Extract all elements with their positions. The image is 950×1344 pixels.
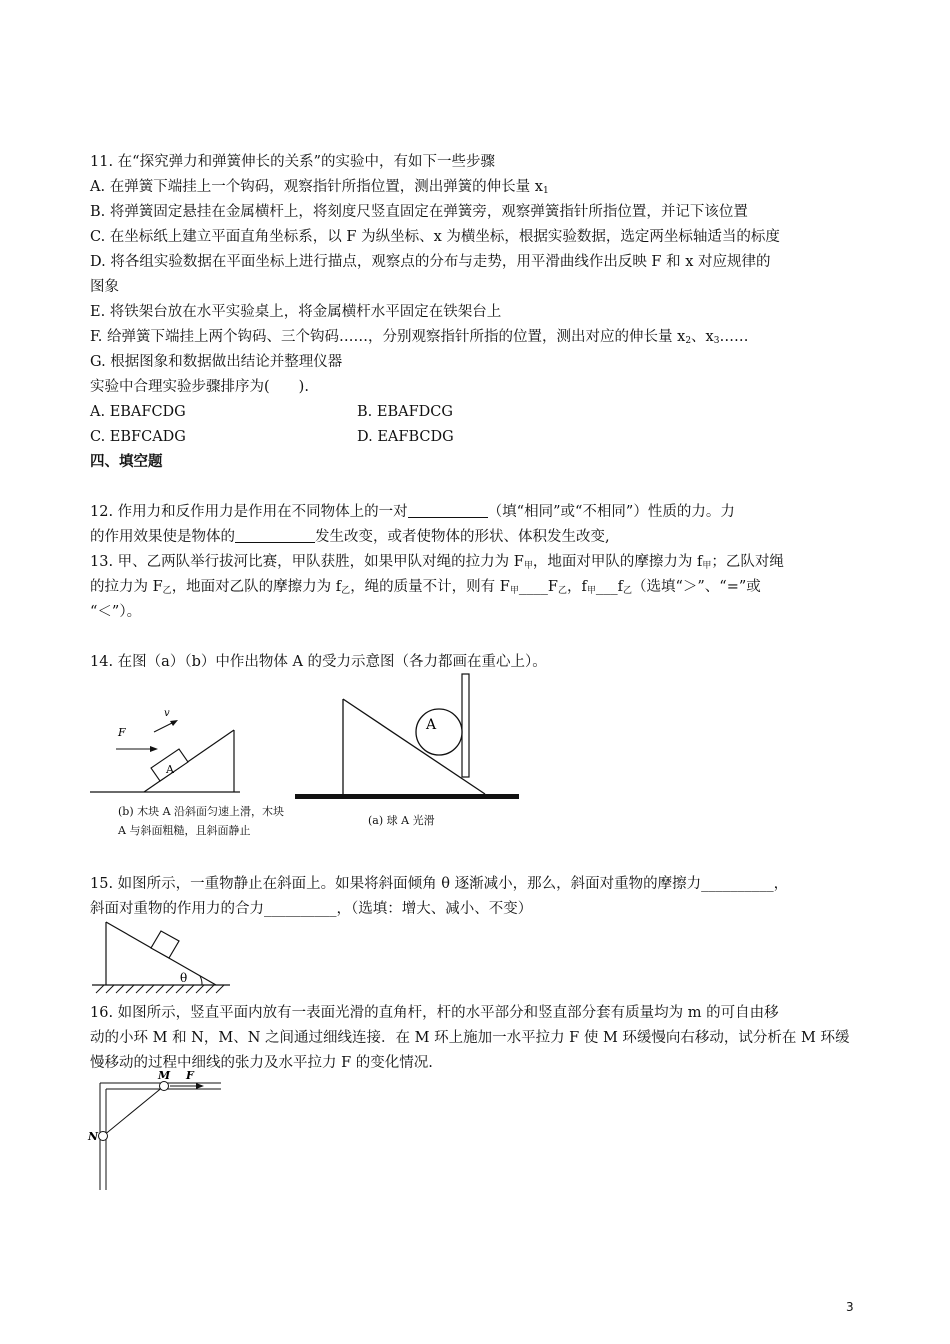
q16-line-3: 慢移动的过程中细线的张力及水平拉力 F 的变化情况. <box>90 1055 433 1071</box>
figure-16-ring-n-label: N <box>88 1130 99 1143</box>
q16-line-1: 16. 如图所示，竖直平面内放有一表面光滑的直角杆，杆的水平部分和竖直部分套有质量均为 m 的可自由移 <box>90 1005 779 1021</box>
figure-b-caption-line-1: (b) 木块 A 沿斜面匀速上滑，木块 <box>118 805 285 818</box>
figure-16-force-label: F <box>186 1069 194 1082</box>
q11-step-f: F. 给弹簧下端挂上两个钩码、三个钩码……，分别观察指针所指的位置，测出对应的伸长量 $x_2$、$x_3\dots\dots$ <box>90 329 749 346</box>
q11-title: 11. 在“探究弹力和弹簧伸长的关系”的实验中，有如下一些步骤 <box>90 154 495 170</box>
page-number: 3 <box>846 1300 854 1314</box>
figure-b-caption-line-2: A 与斜面粗糙，且斜面静止 <box>118 824 251 837</box>
q13-line-3: “＜”）。 <box>90 604 142 620</box>
q11-step-a: A. 在弹簧下端挂上一个钩码，观察指针所指位置，测出弹簧的伸长量 $x_1$ <box>90 179 549 196</box>
q11-option-b: B. EBAFDCG <box>357 404 453 420</box>
figure-a-caption: (a) 球 A 光滑 <box>368 814 435 827</box>
q15-line-2: 斜面对重物的作用力的合力__________，（选填：增大、减小、不变） <box>90 901 533 917</box>
figure-b-block-label: A <box>166 763 174 776</box>
q11-step-e: E. 将铁架台放在水平实验桌上，将金属横杆水平固定在铁架台上 <box>90 304 502 320</box>
section-heading-fill-blank: 四、填空题 <box>90 453 163 470</box>
figure-15-incline-weight <box>92 918 232 1008</box>
q13-line-2: 的拉力为 $F_乙$，地面对乙队的摩擦力为 $f_乙$，绳的质量不计，则有 $F_甲\_\_\_\_F_乙$，$f_甲\_\_\_f_乙$（选填“＞”、“=”或 <box>90 579 761 596</box>
figure-a-incline-ball-wall <box>295 668 525 808</box>
q11-option-d: D. EAFBCDG <box>357 429 454 445</box>
figure-b-velocity-label: v <box>164 708 170 719</box>
q11-option-c: C. EBFCADG <box>90 429 186 445</box>
q11-step-d-cont: 图象 <box>90 279 119 295</box>
q12-blank-2[interactable] <box>235 528 315 543</box>
q11-step-b: B. 将弹簧固定悬挂在金属横杆上，将刻度尺竖直固定在弹簧旁，观察弹簧指针所指位置，并记下该位置 <box>90 204 748 220</box>
q15-line-1: 15. 如图所示，一重物静止在斜面上。如果将斜面倾角 θ 逐渐减小，那么，斜面对重物的摩擦力__________， <box>90 876 789 892</box>
q12-line-2: 的作用效果使是物体的 发生改变，或者使物体的形状、体积发生改变, <box>90 529 610 545</box>
q16-line-2: 动的小环 M 和 N，M、N 之间通过细线连接．在 M 环上施加一水平拉力 F 使 M 环缓慢向右移动，试分析在 M 环缓 <box>90 1030 850 1046</box>
q13-line-1: 13. 甲、乙两队举行拔河比赛，甲队获胜，如果甲队对绳的拉力为 $F_甲$，地面对甲队的摩擦力为 $f_甲$；乙队对绳 <box>90 554 784 571</box>
figure-16-right-angle-rod <box>86 1068 226 1194</box>
q11-question: 实验中合理实验步骤排序为( ). <box>90 379 309 395</box>
figure-b-incline-block <box>88 700 248 800</box>
q11-option-a: A. EBAFCDG <box>90 404 186 420</box>
q14-text: 14. 在图（a）（b）中作出物体 A 的受力示意图（各力都画在重心上）。 <box>90 654 547 670</box>
figure-16-ring-m-label: M <box>158 1069 171 1082</box>
q12-blank-1[interactable] <box>408 503 488 518</box>
q12-line-1: 12. 作用力和反作用力是作用在不同物体上的一对 （填“相同”或“不相同”）性质的力。力 <box>90 504 735 520</box>
q11-step-g: G. 根据图象和数据做出结论并整理仪器 <box>90 354 343 370</box>
figure-15-theta-label: θ <box>180 971 188 985</box>
q11-step-d: D. 将各组实验数据在平面坐标上进行描点，观察点的分布与走势，用平滑曲线作出反映 F 和 x 对应规律的 <box>90 254 771 270</box>
q11-step-c: C. 在坐标纸上建立平面直角坐标系，以 F 为纵坐标、x 为横坐标，根据实验数据，选定两坐标轴适当的标度 <box>90 229 780 245</box>
figure-a-ball-label: A <box>426 717 437 733</box>
figure-b-force-label: F <box>118 726 126 739</box>
